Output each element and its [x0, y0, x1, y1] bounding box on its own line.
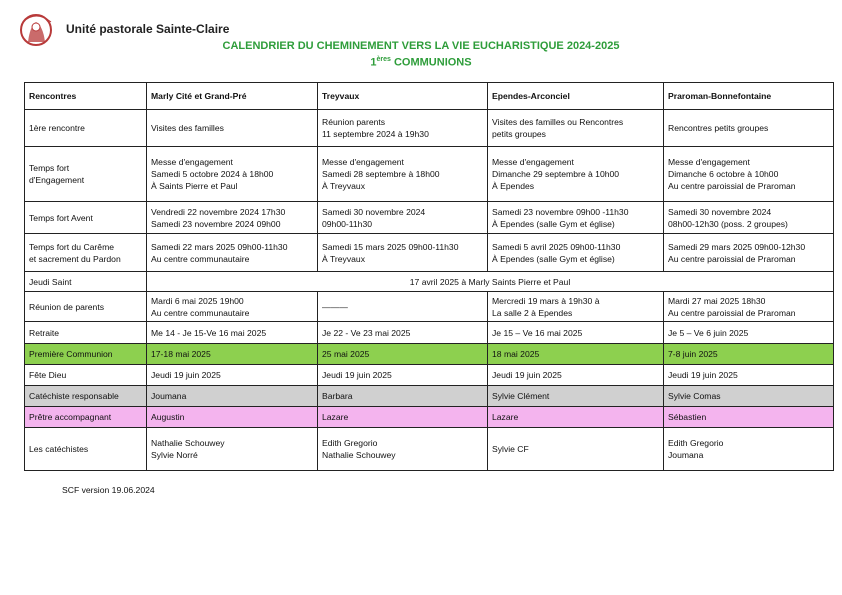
cell-text: Samedi 15 mars 2025 09h00-11h30: [322, 241, 459, 252]
row-label: [25, 407, 147, 428]
cell-text: ———: [322, 301, 348, 312]
cell-text: 25 mai 2025: [322, 349, 370, 359]
cell-text: Fête Dieu: [29, 370, 67, 380]
cell-text: Sylvie CF: [492, 444, 529, 454]
cell-text: Samedi 30 novembre 2024: [668, 206, 772, 217]
table-row-cate: [25, 386, 834, 407]
subtitle-superscript: ères: [376, 56, 391, 63]
cell-text: Retraite: [29, 327, 60, 338]
cell-text: Je 22 - Ve 23 mai 2025: [322, 327, 411, 338]
cell-text: Messe d'engagement: [151, 157, 233, 167]
page-title: CALENDRIER DU CHEMINEMENT VERS LA VIE EUCHARISTIQUE 2024-2025: [222, 40, 620, 52]
table-cell: [488, 322, 664, 344]
table-cell: [318, 202, 488, 234]
cell-text: Edith Gregorio: [668, 438, 724, 448]
table-cell: [488, 234, 664, 272]
table-cell: [664, 344, 834, 365]
cell-text: Sébastien: [668, 412, 707, 422]
cell-text: Au centre communautaire: [151, 253, 250, 264]
cell-text: Lazare: [492, 412, 519, 422]
cell-text: Mardi 6 mai 2025 19h00: [151, 295, 244, 306]
cell-text: Prêtre accompagnant: [29, 412, 112, 422]
row-label: [25, 344, 147, 365]
table-cell: [488, 365, 664, 386]
table-cell: [664, 386, 834, 407]
cell-text: Sylvie Norré: [151, 450, 198, 460]
table-row-retraite: [25, 322, 834, 344]
cell-text: Samedi 23 novembre 2024 09h00: [151, 218, 281, 229]
table-cell: [664, 428, 834, 471]
column-header: Marly Cité et Grand-Pré: [147, 83, 318, 110]
table-cell: [488, 344, 664, 365]
row-label: [25, 234, 147, 272]
table-row-avent: [25, 202, 834, 234]
cell-text: Vendredi 22 novembre 2024 17h30: [151, 206, 286, 217]
cell-text: Messe d'engagement: [492, 157, 574, 167]
cell-text: Samedi 28 septembre à 18h00: [322, 169, 440, 179]
table-row-fete: [25, 365, 834, 386]
table-cell: [488, 147, 664, 202]
table-cell: [147, 365, 318, 386]
table-cell: [664, 110, 834, 147]
cell-text: 18 mai 2025: [492, 349, 540, 359]
table-cell: [664, 234, 834, 272]
table-cell: [664, 202, 834, 234]
row-label: [25, 322, 147, 344]
table-cell: [318, 322, 488, 344]
cell-text: Sylvie Comas: [668, 391, 721, 401]
table-cell: [318, 428, 488, 471]
cell-text: 11 septembre 2024 à 19h30: [322, 129, 429, 139]
table-row-premiere: [25, 344, 834, 365]
cell-text: et sacrement du Pardon: [29, 253, 121, 264]
cell-text: Samedi 30 novembre 2024: [322, 206, 426, 217]
table-cell: [488, 407, 664, 428]
cell-text: Joumana: [151, 391, 187, 401]
cell-text: À Saints Pierre et Paul: [151, 181, 238, 191]
cell-text: 17-18 mai 2025: [151, 349, 211, 359]
table-cell: [147, 202, 318, 234]
cell-text: Rencontres petits groupes: [668, 123, 769, 133]
cell-text: Messe d'engagement: [668, 157, 750, 167]
cell-text: Mercredi 19 mars à 19h30 à: [492, 295, 600, 306]
row-label: [25, 147, 147, 202]
column-header: Rencontres: [25, 83, 147, 110]
cell-text: Mardi 27 mai 2025 18h30: [668, 295, 766, 306]
table-cell: [147, 234, 318, 272]
page-subtitle: [0, 56, 842, 69]
table-cell: [664, 407, 834, 428]
row-label: [25, 292, 147, 322]
cell-text: 09h00-11h30: [322, 218, 373, 229]
cell-text: Nathalie Schouwey: [151, 438, 225, 448]
cell-text: Barbara: [322, 391, 353, 401]
cell-text: Je 15 – Ve 16 mai 2025: [492, 327, 583, 338]
column-header: Ependes-Arconciel: [488, 83, 664, 110]
subtitle-text: COMMUNIONS: [390, 56, 472, 69]
table-cell: [488, 292, 664, 322]
cell-text: Réunion parents: [322, 117, 386, 127]
cell-text: Au centre paroissial de Praroman: [668, 307, 796, 318]
row-label: [25, 386, 147, 407]
table-cell: [664, 147, 834, 202]
cell-text: Lazare: [322, 412, 349, 422]
cell-text: Samedi 5 avril 2025 09h00-11h30: [492, 241, 621, 252]
cell-text: À Treyvaux: [322, 181, 365, 191]
cell-text: Sylvie Clément: [492, 391, 550, 401]
table-cell: [147, 147, 318, 202]
cell-text: Joumana: [668, 450, 704, 460]
cell-text: À Ependes (salle Gym et église): [492, 218, 615, 229]
cell-text: Au centre paroissial de Praroman: [668, 253, 796, 264]
column-header: Treyvaux: [318, 83, 488, 110]
row-label: [25, 202, 147, 234]
cell-text: Dimanche 29 septembre à 10h00: [492, 169, 620, 179]
table-cell: [664, 365, 834, 386]
table-cell: [664, 322, 834, 344]
cell-text: Augustin: [151, 412, 185, 422]
cell-text: Temps fort du Carême: [29, 241, 115, 252]
column-header: Praroman-Bonnefontaine: [664, 83, 834, 110]
cell-text: La salle 2 à Ependes: [492, 307, 573, 318]
cell-text: Au centre communautaire: [151, 307, 250, 318]
cell-text: Dimanche 6 octobre à 10h00: [668, 169, 779, 179]
cell-text: À Treyvaux: [322, 253, 365, 264]
cell-text: Jeudi 19 juin 2025: [668, 370, 738, 380]
organization-name: Unité pastorale Sainte-Claire: [66, 22, 230, 36]
cell-text: Première Communion: [29, 349, 113, 359]
table-cell: [488, 110, 664, 147]
cell-text: Je 5 – Ve 6 juin 2025: [668, 327, 749, 338]
cell-text: À Ependes (salle Gym et église): [492, 253, 615, 264]
cell-text: Nathalie Schouwey: [322, 450, 396, 460]
table-row-jeudi-saint: [25, 272, 834, 292]
table-cell: [147, 407, 318, 428]
cell-text: Samedi 29 mars 2025 09h00-12h30: [668, 241, 806, 252]
table-cell: [318, 292, 488, 322]
cell-text: Jeudi 19 juin 2025: [492, 370, 562, 380]
table-header-row: [25, 83, 834, 110]
table-row-rencontre: [25, 110, 834, 147]
cell-text: Les catéchistes: [29, 444, 89, 454]
cell-text: Samedi 23 novembre 09h00 -11h30: [492, 206, 629, 217]
table-row-catechistes: [25, 428, 834, 471]
table-cell: [147, 344, 318, 365]
calendar-table: [24, 82, 834, 471]
table-row-engagement: [25, 147, 834, 202]
cell-text: Me 14 - Je 15-Ve 16 mai 2025: [151, 327, 267, 338]
row-label: [25, 428, 147, 471]
cell-text: Au centre paroissial de Praroman: [668, 181, 796, 191]
row-label: Jeudi Saint: [25, 272, 147, 292]
cell-text: Visites des familles ou Rencontres: [492, 117, 624, 127]
table-cell: [147, 322, 318, 344]
table-cell: [318, 407, 488, 428]
table-cell: [147, 292, 318, 322]
table-cell: [318, 344, 488, 365]
table-cell: [318, 110, 488, 147]
cell-text: 7-8 juin 2025: [668, 349, 718, 359]
table-cell: [318, 234, 488, 272]
table-cell: [318, 147, 488, 202]
cell-text: Messe d'engagement: [322, 157, 404, 167]
table-row-pretre: [25, 407, 834, 428]
cell-text: Samedi 22 mars 2025 09h00-11h30: [151, 241, 288, 252]
jeudi-saint-value: 17 avril 2025 à Marly Saints Pierre et Paul: [147, 272, 834, 292]
subtitle-number: 1: [370, 56, 377, 69]
cell-text: Réunion de parents: [29, 301, 105, 312]
table-row-careme: [25, 234, 834, 272]
version-note: SCF version 19.06.2024: [62, 485, 155, 495]
cell-text: À Ependes: [492, 181, 535, 191]
cell-text: Edith Gregorio: [322, 438, 378, 448]
table-cell: [488, 386, 664, 407]
cell-text: Temps fort: [29, 163, 70, 173]
cell-text: 1ère rencontre: [29, 123, 85, 133]
row-label: [25, 365, 147, 386]
table-cell: [147, 110, 318, 147]
table-cell: [147, 386, 318, 407]
cell-text: 08h00-12h30 (poss. 2 groupes): [668, 218, 788, 229]
cell-text: Samedi 5 octobre 2024 à 18h00: [151, 169, 274, 179]
cell-text: Jeudi 19 juin 2025: [151, 370, 221, 380]
cell-text: Jeudi 19 juin 2025: [322, 370, 392, 380]
cell-text: Catéchiste responsable: [29, 391, 119, 401]
table-cell: [318, 386, 488, 407]
table-cell: [147, 428, 318, 471]
cell-text: petits groupes: [492, 129, 546, 139]
cell-text: Temps fort Avent: [29, 212, 93, 223]
cell-text: Visites des familles: [151, 123, 224, 133]
cell-text: d'Engagement: [29, 175, 85, 185]
table-cell: [488, 428, 664, 471]
table-row-reunion: [25, 292, 834, 322]
table-cell: [664, 292, 834, 322]
row-label: [25, 110, 147, 147]
table-cell: [488, 202, 664, 234]
table-cell: [318, 365, 488, 386]
